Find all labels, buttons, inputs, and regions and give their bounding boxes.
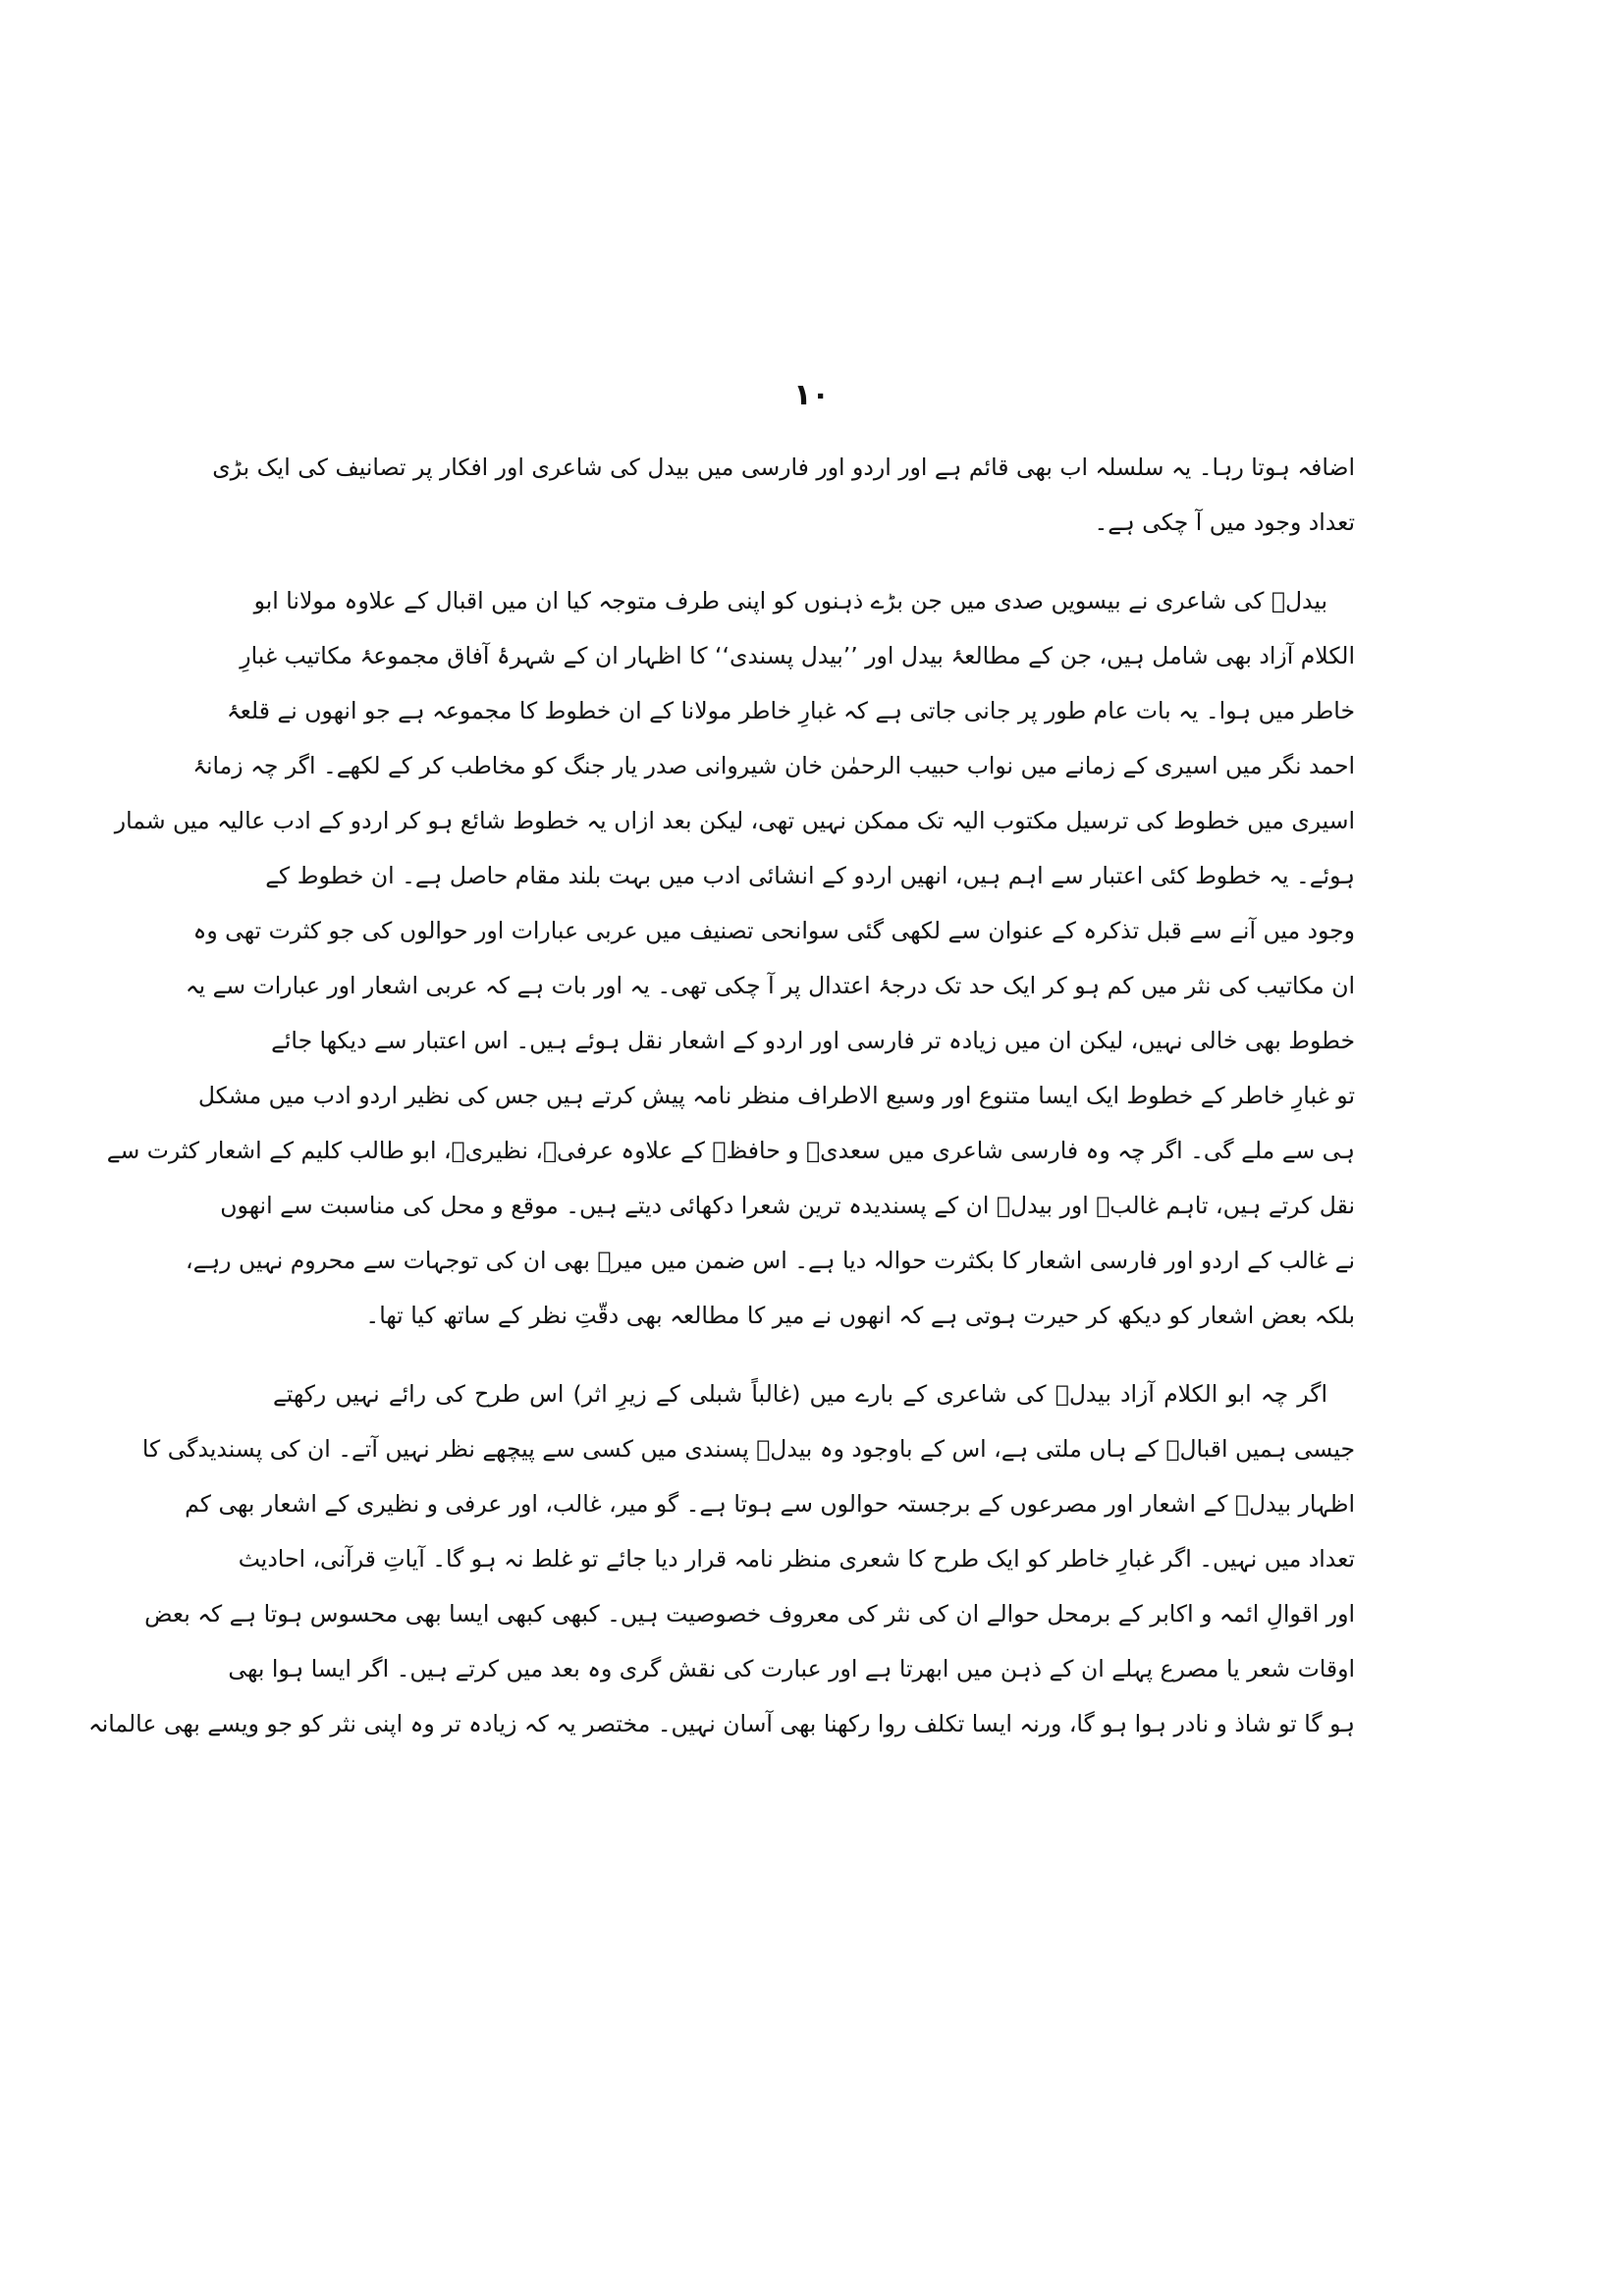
text-line: الکلام آزاد بھی شامل ہیں، جن کے مطالعۂ بیدل اور ’’بیدل پسندی‘‘ کا اظہار ان کے شہرۂ آفاق مجموعۂ مکاتیب غبارِ	[240, 642, 1355, 669]
text-line: بیدلؔ کی شاعری نے بیسویں صدی میں جن بڑے ذہنوں کو اپنی طرف متوجہ کیا ان میں اقبال کے علاوہ مولانا ابو	[253, 587, 1327, 614]
text-line: اضافہ ہوتا رہا۔ یہ سلسلہ اب بھی قائم ہے اور اردو اور فارسی میں بیدل کی شاعری اور افکار پر تصانیف کی ایک بڑی	[212, 454, 1355, 481]
text-line: احمد نگر میں اسیری کے زمانے میں نواب حبیب الرحمٰن خان شیروانی صدر یار جنگ کو مخاطب کر کے لکھے۔ اگر چہ زمانۂ	[192, 752, 1355, 779]
text-line: خطوط بھی خالی نہیں، لیکن ان میں زیادہ تر فارسی اور اردو کے اشعار نقل ہوئے ہیں۔ اس اعتبار سے دیکھا جائے	[271, 1027, 1355, 1054]
paragraph	[212, 440, 1355, 550]
text-line: جیسی ہمیں اقبالؔ کے ہاں ملتی ہے، اس کے باوجود وہ بیدلؔ پسندی میں کسی سے پیچھے نظر نہیں آتے۔ ان کی پسندیدگی کا	[141, 1435, 1355, 1463]
text-line: تو غبارِ خاطر کے خطوط ایک ایسا متنوع اور وسیع الاطراف منظر نامہ پیش کرتے ہیں جس کی نظیر اردو ادب میں مشکل	[197, 1082, 1355, 1109]
text-line: ہی سے ملے گی۔ اگر چہ وہ فارسی شاعری میں سعدیؔ و حافظؔ کے علاوہ عرفیؔ، نظیریؔ، ابو طالب کلیم کے اشعار کثرت سے	[106, 1137, 1355, 1164]
text-line: ہوئے۔ یہ خطوط کئی اعتبار سے اہم ہیں، انھیں اردو کے انشائی ادب میں بہت بلند مقام حاصل ہے۔ ان خطوط کے	[265, 862, 1355, 889]
text-line: بلکہ بعض اشعار کو دیکھ کر حیرت ہوتی ہے کہ انھوں نے میر کا مطالعہ بھی دقّتِ نظر کے ساتھ کیا تھا۔	[365, 1302, 1355, 1329]
text-line: تعداد میں نہیں۔ اگر غبارِ خاطر کو ایک طرح کا شعری منظر نامہ قرار دیا جائے تو غلط نہ ہو گا۔ آیاتِ قرآنی، احادیث	[238, 1545, 1355, 1573]
text-line: خاطر میں ہوا۔ یہ بات عام طور پر جانی جاتی ہے کہ غبارِ خاطر مولانا کے ان خطوط کا مجموعہ ہے جو انھوں نے قلعۂ	[226, 697, 1355, 724]
text-line: اور اقوالِ ائمہ و اکابر کے برمحل حوالے ان کی نثر کی معروف خصوصیت ہیں۔ کبھی کبھی ایسا بھی محسوس ہوتا ہے کہ بعض	[144, 1600, 1355, 1628]
text-line: اوقات شعر یا مصرع پہلے ان کے ذہن میں ابھرتا ہے اور عبارت کی نقش گری وہ بعد میں کرتے ہیں۔ اگر ایسا ہوا بھی	[228, 1655, 1355, 1682]
text-line: نے غالب کے اردو اور فارسی اشعار کا بکثرت حوالہ دیا ہے۔ اس ضمن میں میرؔ بھی ان کی توجہات سے محروم نہیں رہے،	[186, 1247, 1355, 1274]
text-line: اسیری میں خطوط کی ترسیل مکتوب الیہ تک ممکن نہیں تھی، لیکن بعد ازاں یہ خطوط شائع ہو کر اردو کے ادب عالیہ میں شمار	[114, 807, 1355, 834]
text-line: اظہار بیدلؔ کے اشعار اور مصرعوں کے برجستہ حوالوں سے ہوتا ہے۔ گو میر، غالب، اور عرفی و نظیری کے اشعار بھی کم	[185, 1490, 1355, 1518]
body-text	[87, 440, 1355, 1751]
text-line: نقل کرتے ہیں، تاہم غالبؔ اور بیدلؔ ان کے پسندیدہ ترین شعرا دکھائی دیتے ہیں۔ موقع و محل کی مناسبت سے انھوں	[220, 1192, 1355, 1219]
text-line: ہو گا تو شاذ و نادر ہوا ہو گا، ورنہ ایسا تکلف روا رکھنا بھی آسان نہیں۔ مختصر یہ کہ زیادہ تر وہ اپنی نثر کو جو ویسے بھی عالمانہ	[87, 1710, 1355, 1737]
paragraph	[106, 573, 1355, 1343]
paragraph	[87, 1366, 1355, 1751]
text-line: ان مکاتیب کی نثر میں کم ہو کر ایک حد تک درجۂ اعتدال پر آ چکی تھی۔ یہ اور بات ہے کہ عربی اشعار اور عبارات سے یہ	[185, 972, 1355, 999]
text-line: اگر چہ ابو الکلام آزاد بیدلؔ کی شاعری کے بارے میں (غالباً شبلی کے زیرِ اثر) اس طرح کی رائے نہیں رکھتے	[273, 1380, 1327, 1408]
text-line: تعداد وجود میں آ چکی ہے۔	[1094, 508, 1355, 536]
page-number: ۱۰	[793, 378, 830, 412]
text-line: وجود میں آنے سے قبل تذکرہ کے عنوان سے لکھی گئی سوانحی تصنیف میں عربی عبارات اور حوالوں کی جو کثرت تھی وہ	[192, 917, 1355, 944]
